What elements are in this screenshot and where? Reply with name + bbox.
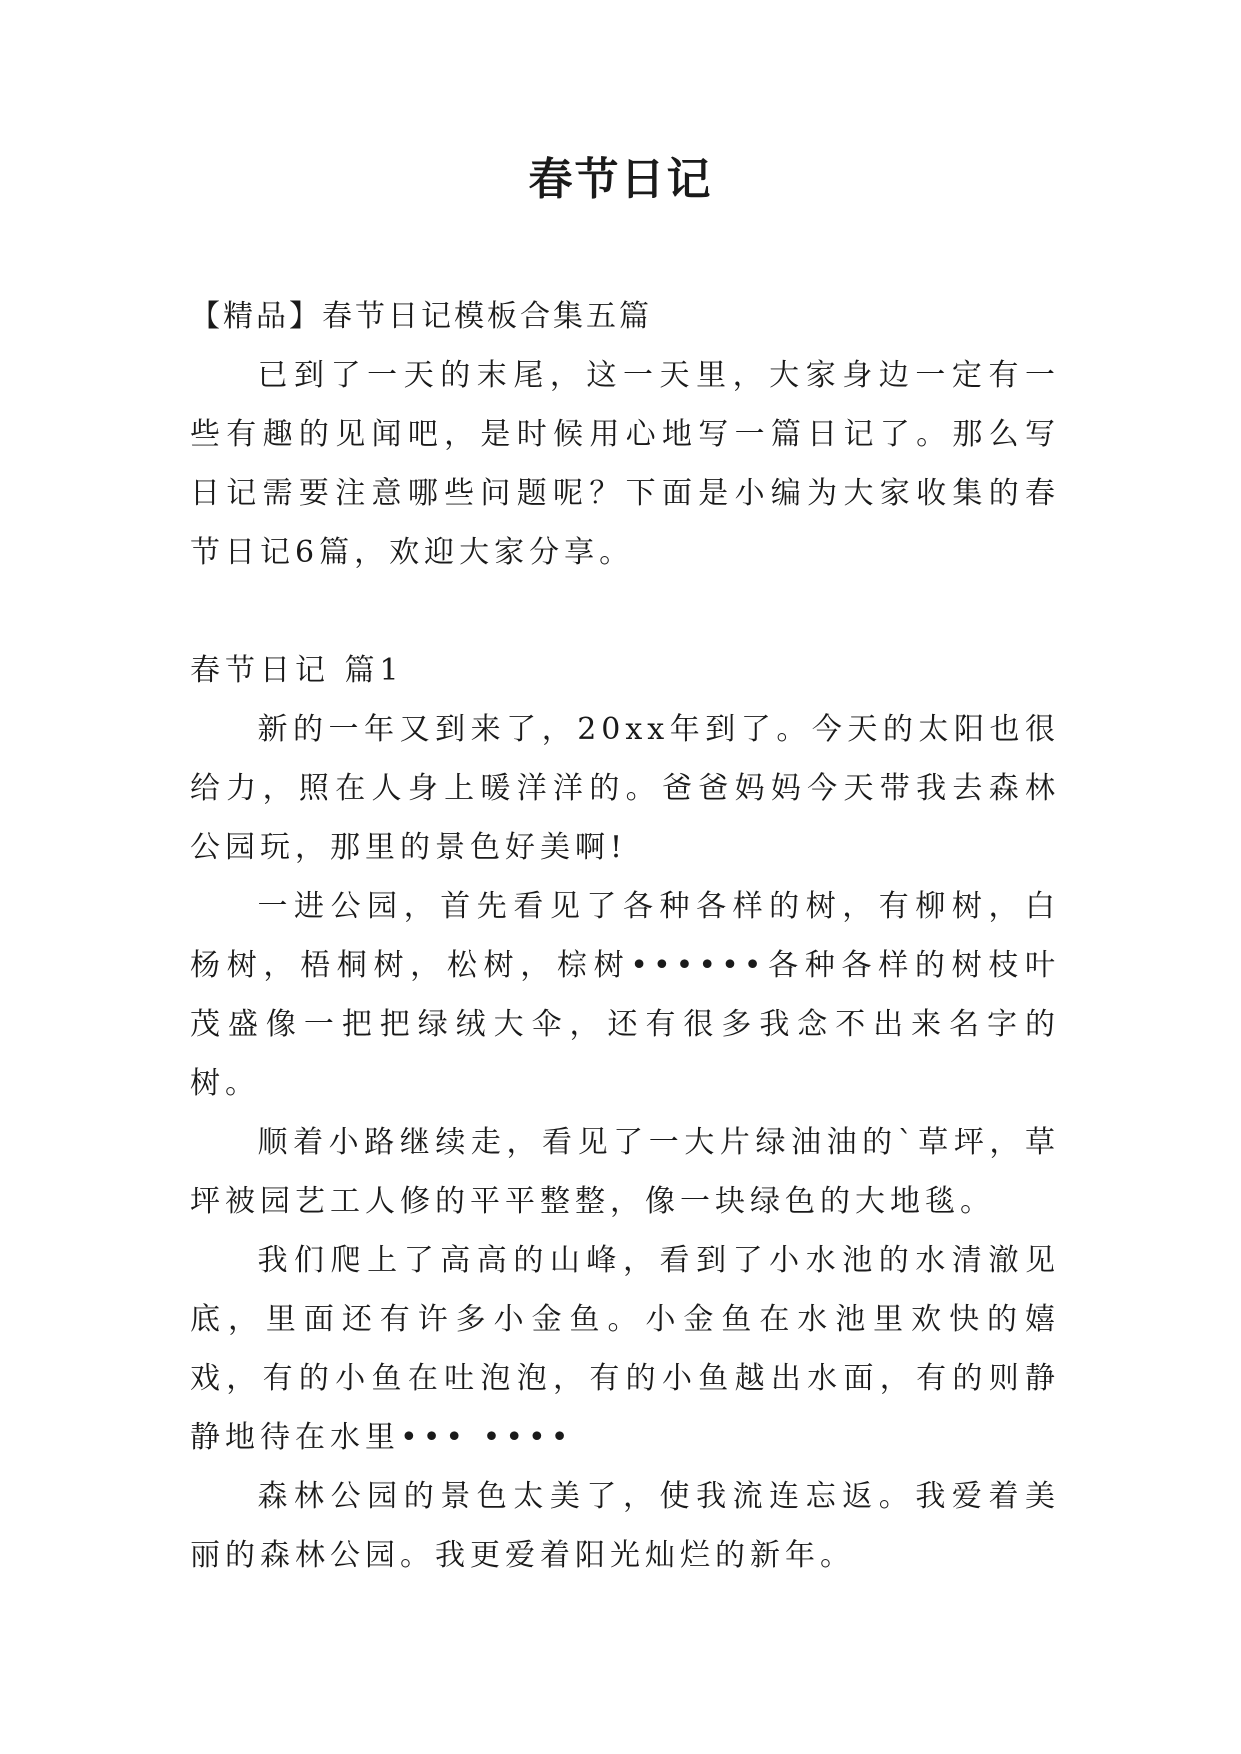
paragraph: 顺着小路继续走，看见了一大片绿油油的`草坪，草坪被园艺工人修的平平整整，像一块绿色的大地毯。 (190, 1125, 1060, 1219)
document-subtitle: 【精品】春节日记模板合集五篇 (190, 299, 652, 334)
paragraph: 森林公园的景色太美了，使我流连忘返。我爱着美丽的森林公园。我更爱着阳光灿烂的新年。 (190, 1479, 1060, 1573)
document-body (190, 287, 1060, 1585)
paragraph: 新的一年又到来了，20xx年到了。今天的太阳也很给力，照在人身上暖洋洋的。爸爸妈妈今天带我去森林公园玩，那里的景色好美啊! (190, 712, 1060, 865)
paragraph: 我们爬上了高高的山峰，看到了小水池的水清澈见底，里面还有许多小金鱼。小金鱼在水池里欢快的嬉戏，有的小鱼在吐泡泡，有的小鱼越出水面，有的则静静地待在水里••• •••• (190, 1243, 1060, 1455)
intro-paragraph: 已到了一天的末尾，这一天里，大家身边一定有一些有趣的见闻吧，是时候用心地写一篇日记了。那么写日记需要注意哪些问题呢？下面是小编为大家收集的春节日记6篇，欢迎大家分享。 (190, 358, 1060, 570)
section-heading: 春节日记 篇1 (190, 653, 404, 688)
paragraph: 一进公园，首先看见了各种各样的树，有柳树，白杨树，梧桐树，松树，棕树••••••各种各样的树枝叶茂盛像一把把绿绒大伞，还有很多我念不出来名字的树。 (190, 889, 1060, 1101)
document-title: 春节日记 (528, 154, 713, 205)
